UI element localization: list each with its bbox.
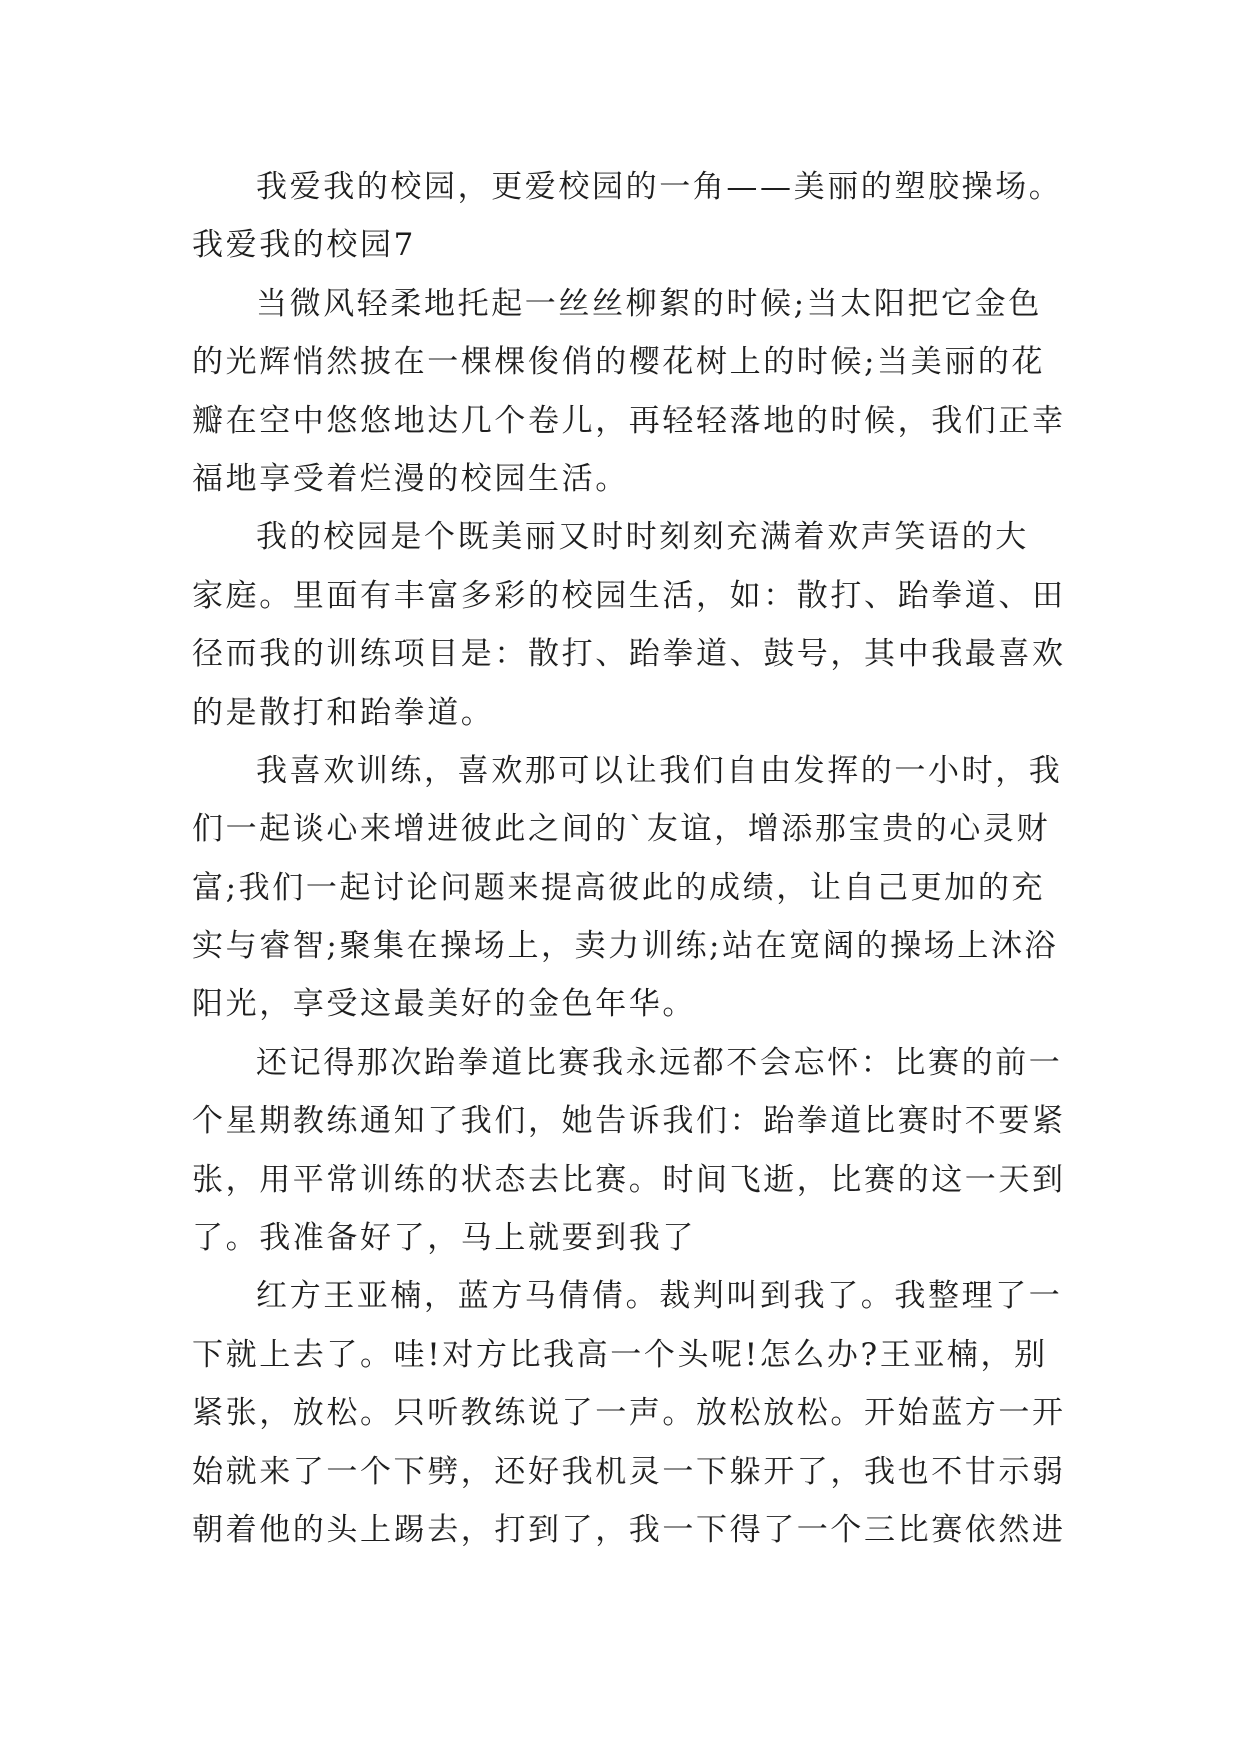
text-line: 我爱我的校园，更爱校园的一角——美丽的塑胶操场。: [256, 169, 1063, 205]
text-line: 始就来了一个下劈，还好我机灵一下躲开了，我也不甘示弱: [192, 1453, 1066, 1490]
text-line: 实与睿智;聚集在操场上，卖力训练;站在宽阔的操场上沐浴: [192, 928, 1059, 965]
text-line: 的光辉悄然披在一棵棵俊俏的樱花树上的时候;当美丽的花: [192, 344, 1046, 381]
text-line: 我喜欢训练，喜欢那可以让我们自由发挥的一小时，我: [256, 752, 1063, 789]
text-line: 朝着他的头上踢去，打到了，我一下得了一个三比赛依然进: [192, 1511, 1066, 1548]
text-line: 福地享受着烂漫的校园生活。: [192, 460, 629, 497]
text-line: 下就上去了。哇!对方比我高一个头呢!怎么办?王亚楠，别: [192, 1336, 1048, 1373]
text-line: 了。我准备好了，马上就要到我了: [192, 1220, 696, 1257]
article-body: [192, 158, 1066, 1559]
text-line: 家庭。里面有丰富多彩的校园生活，如：散打、跆拳道、田: [192, 577, 1066, 614]
text-line: 还记得那次跆拳道比赛我永远都不会忘怀：比赛的前一: [256, 1044, 1063, 1081]
text-line: 个星期教练通知了我们，她告诉我们：跆拳道比赛时不要紧: [192, 1103, 1066, 1140]
text-line: 富;我们一起讨论问题来提高彼此的成绩，让自己更加的充: [192, 869, 1046, 906]
text-line: 张，用平常训练的状态去比赛。时间飞逝，比赛的这一天到: [192, 1161, 1066, 1198]
text-line: 红方王亚楠，蓝方马倩倩。裁判叫到我了。我整理了一: [256, 1278, 1063, 1315]
text-line: 当微风轻柔地托起一丝丝柳絮的时候;当太阳把它金色: [256, 285, 1042, 322]
text-line: 紧张，放松。只听教练说了一声。放松放松。开始蓝方一开: [192, 1395, 1066, 1432]
section-heading: 我爱我的校园7: [192, 227, 416, 264]
text-line: 们一起谈心来增进彼此之间的`友谊，增添那宝贵的心灵财: [192, 811, 1051, 848]
text-line: 阳光，享受这最美好的金色年华。: [192, 986, 696, 1023]
text-line: 我的校园是个既美丽又时时刻刻充满着欢声笑语的大: [256, 519, 1029, 556]
text-line: 瓣在空中悠悠地达几个卷儿，再轻轻落地的时候，我们正幸: [192, 402, 1066, 439]
text-line: 径而我的训练项目是：散打、跆拳道、鼓号，其中我最喜欢: [192, 636, 1066, 673]
text-line: 的是散打和跆拳道。: [192, 694, 495, 731]
